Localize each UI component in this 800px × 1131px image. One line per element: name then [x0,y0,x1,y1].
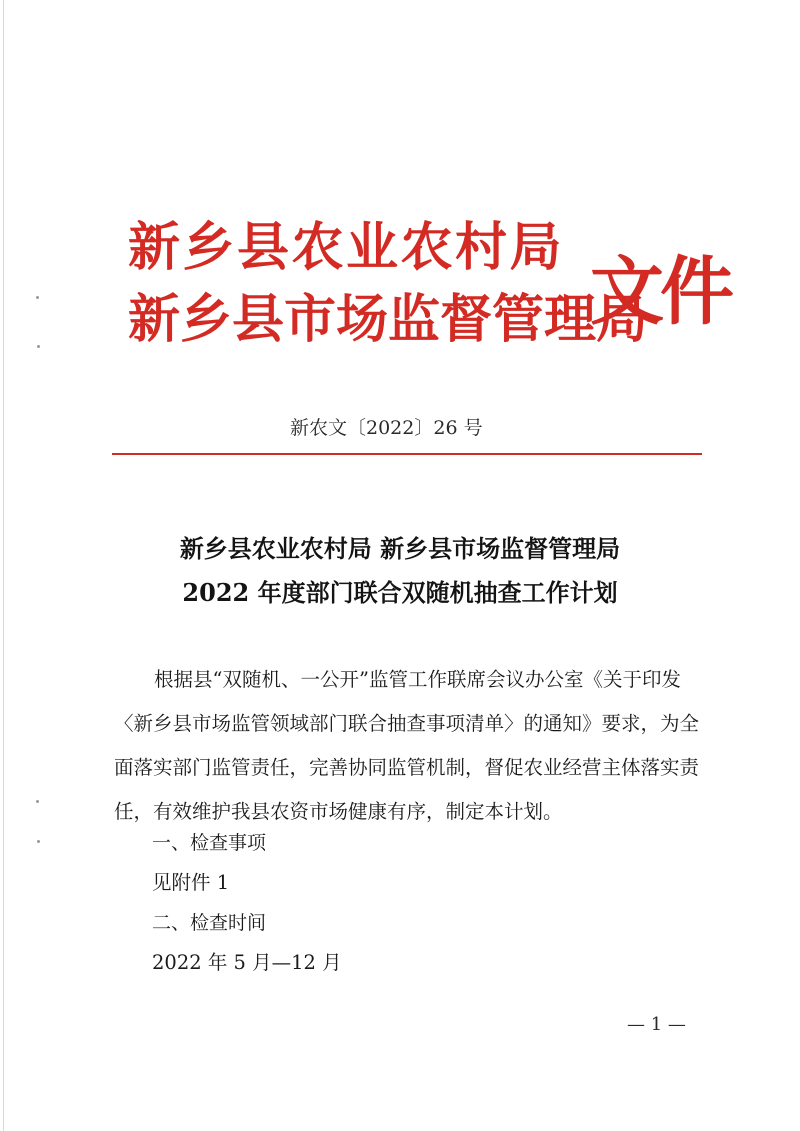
issuer-agriculture-bureau: 新乡县农业农村局 [128,218,565,278]
document-issuer-header [128,210,730,360]
header-red-divider [112,453,702,455]
intro-text: 根据县“双随机、一公开”监管工作联席会议办公室《关于印发〈新乡县市场监管领域部门联合抽查事项清单〉的通知》要求，为全面落实部门监管责任，完善协同监管机制，督促农业经营主体落实责任，有效维护我县农资市场健康有序，制定本计划。 [114,668,700,823]
page-edge [3,0,4,1131]
page-number: — 1 — [627,1014,686,1035]
document-number: 新农文〔2022〕26 号 [290,417,483,439]
scan-speck [36,296,39,299]
document-title-line-1: 新乡县农业农村局 新乡县市场监督管理局 [179,534,621,563]
section-1-text: 见附件 1 [152,871,230,894]
intro-paragraph [114,658,700,834]
section-1-heading: 一、检查事项 [152,832,267,854]
issuer-market-supervision-bureau: 新乡县市场监督管理局 [128,290,649,350]
scan-speck [36,800,39,803]
scan-speck [37,840,40,843]
issuer-document-suffix: 文件 [590,249,730,335]
scan-speck [37,345,40,348]
section-2-heading: 二、检查时间 [152,912,267,934]
section-2-text: 2022 年 5 月—12 月 [152,951,342,974]
document-title-line-2: 2022 年度部门联合双随机抽查工作计划 [182,578,618,607]
